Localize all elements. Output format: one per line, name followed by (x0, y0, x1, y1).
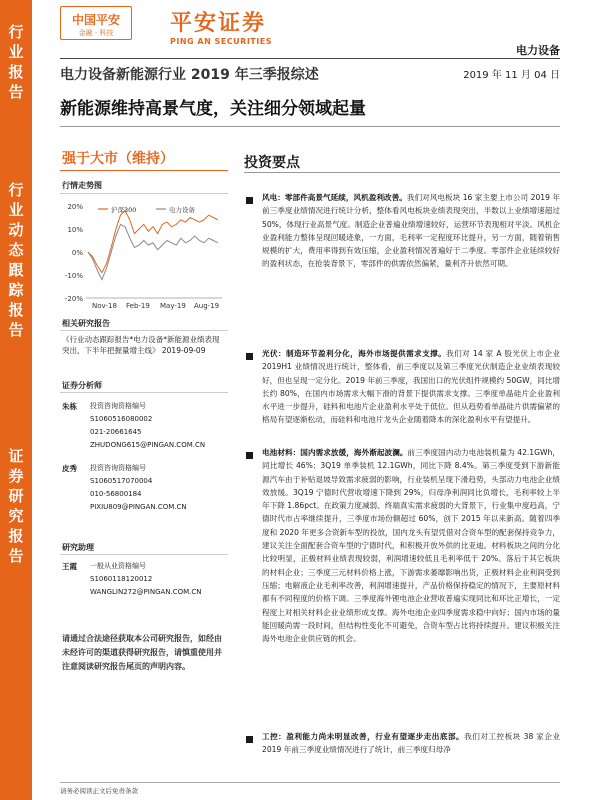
sidebar-char: 行 (8, 23, 24, 41)
paragraph-solar (262, 347, 560, 427)
logo-small-text: 中国平安 (71, 13, 120, 27)
paragraph-industrial-control (262, 730, 560, 757)
sidebar-label-dynamic-tracking (0, 180, 32, 340)
paragraph-body: 前三季度国内动力电池装机量为 42.1GWh，同比增长 46%；3Q19 单季装机 12.1GWh，同比下降 8.4%。第三季度受到下游新能源汽车由于补贴退坡导致需求疲弱的影响，行业装机呈现下滑趋势，头部动力电池企业绩效放缓。3Q19 宁德时代营收增速下降到 29%，归母净利润同比负增长，毛利率较上半年下降 1.86pct。在政策力度减弱、终端真实需求疲弱的大背景下，行业集中度趋高，宁德时代市占率继续提升，三季度市场份额超过 60%，创下 2015 年以来新高。随着四季度和 2020 年更多合资新车型的投放，国内龙头有望凭借对合资车型的配套保持竞争力，建议关注全面配套合资车型的宁德时代，和积极开放外供的比亚迪。材料板块之间的分化比较明显，正极材料业绩表现较弱，利润增速较低且毛利率低于 20%。落后于其它板块的材料企业；三季度三元材料价格上涨，下游需求萎靡影响出货，正极材料企业利润受到压缩；电解液企业毛利率改善，利润增速提升，产品价格保持稳定的情况下，主要原材料都有不同程度的价格下调。三季度海外锂电池企业营收普遍实现同比和环比正增长，一定程度上对相关材料企业业绩形成支撑。海外电池企业四季度需求稳中向好；国内市场的量能回暖尚需一段时间，但结构性变化不可避免，合资车型占比将持续提升。建议积极关注海外电池企业供应链的机会。 (262, 448, 561, 644)
market-trend-chart (60, 198, 228, 316)
sidebar-char: 动 (8, 221, 24, 239)
sidebar-char: 报 (8, 301, 24, 319)
analyst-role: 投资咨询资格编号 (90, 402, 146, 410)
x-tick-label: May-19 (160, 302, 186, 310)
sidebar-char: 业 (8, 201, 24, 219)
assistant-id: S1060118120012 (90, 575, 153, 583)
report-title: 电力设备新能源行业 2019 年三季报综述 (60, 67, 319, 83)
sidebar-char: 报 (8, 63, 24, 81)
key-points-title: 投资要点 (244, 155, 300, 171)
y-tick-label: -10% (64, 272, 83, 280)
assistant-divider (60, 554, 228, 555)
report-date: 2019 年 11 月 04 日 (463, 70, 560, 81)
y-tick-label: 10% (67, 226, 83, 234)
paragraph-body: 我们对工控板块 38 家企业 2019 年前三季度业绩情况进行了统计，前三季度归母净 (262, 732, 560, 755)
assistant-title: 研究助理 (62, 543, 94, 552)
chart-svg (60, 198, 228, 316)
pingan-securities-logo (170, 6, 280, 46)
report-subtitle: 新能源维持高景气度，关注细分领域起量 (60, 99, 366, 119)
paragraph-heading: 电池材料：国内需求放缓，海外渐起波澜。 (262, 448, 408, 457)
sidebar-char: 行 (8, 181, 24, 199)
series-line-1 (88, 224, 218, 279)
assistant-info (90, 560, 202, 599)
header-divider (60, 58, 560, 59)
analyst-info (90, 400, 205, 452)
sidebar-char: 踪 (8, 281, 24, 299)
analyst-name: 皮秀 (62, 464, 77, 473)
legend-label: 电力设备 (169, 206, 195, 214)
key-points-divider (244, 172, 560, 173)
footer-divider (60, 782, 560, 783)
sidebar-char: 态 (8, 241, 24, 259)
paragraph-body: 我们对风电板块 16 家主要上市公司 2019 年前三季度业绩情况进行统计分析，整体看风电板块业绩表现突出，半数以上业绩增速超过 50%，体现行业高景气度。制造企业普遍业绩增速较好，运营环节表现相对平淡。风机企业盈利能力整体呈现回暖迹象，一方面，毛利率一定程度环比提升，另一方面，随着销售规模的扩大，费用率得到有效压缩，企业盈利情况普遍好于二季度。零部件企业延续较好的盈利状态，在抢装背景下，零部件的供需依然偏紧，量利齐升依然可期。 (262, 193, 560, 269)
paragraph-wind (262, 191, 560, 271)
assistant-role: 一般从业资格编号 (90, 562, 146, 570)
analyst-name: 朱栋 (62, 402, 77, 411)
rating-divider (60, 170, 228, 171)
assistant-email[interactable]: WANGLIN272@PINGAN.COM.CN (90, 588, 202, 596)
y-tick-label: 20% (67, 203, 83, 211)
paragraph-heading: 工控：盈利能力尚未明显改善，行业有望逐步走出底部。 (262, 732, 465, 741)
left-band (0, 0, 32, 800)
sidebar-char: 证 (8, 447, 24, 465)
sidebar-char: 告 (8, 321, 24, 339)
y-tick-label: 0% (71, 249, 83, 257)
sidebar-char: 报 (8, 527, 24, 545)
analyst-role: 投资咨询资格编号 (90, 464, 146, 472)
analysts-title: 证券分析师 (62, 381, 102, 390)
logo-en-text: PING AN SECURITIES (170, 37, 272, 46)
related-report-text: 《行业动态跟踪报告*电力设备*新能源业绩表现突出，下半年把握量增主线》 2019-09-09 (62, 335, 220, 355)
analyst-1 (62, 400, 227, 470)
sidebar-char: 研 (8, 487, 24, 505)
analyst-id: S1060517070004 (90, 477, 153, 485)
sidebar-char: 究 (8, 507, 24, 525)
bullet-icon (246, 452, 253, 459)
x-tick-label: Aug-19 (194, 302, 220, 310)
research-assistant (62, 560, 227, 616)
paragraph-heading: 风电：零部件高景气延续，风机盈利改善。 (262, 193, 407, 202)
analyst-email[interactable]: PIXIU809@PINGAN.COM.CN (90, 503, 187, 511)
sidebar-char: 券 (8, 467, 24, 485)
sidebar-label-industry-report (0, 22, 32, 102)
analysts-divider (60, 392, 228, 393)
sidebar-char: 跟 (8, 261, 24, 279)
footer-disclaimer: 请务必阅读正文后免责条款 (60, 787, 138, 795)
bullet-icon (246, 353, 253, 360)
industry-label: 电力设备 (516, 44, 560, 57)
y-tick-label: -20% (64, 295, 83, 303)
analyst-id: S1060516080002 (90, 415, 153, 423)
sidebar-char: 告 (8, 547, 24, 565)
legend-label: 沪深300 (111, 206, 137, 214)
analyst-phone: 010-56800184 (90, 490, 142, 498)
sidebar-label-research-report (0, 446, 32, 566)
assistant-name: 王霞 (62, 562, 77, 571)
x-tick-label: Nov-18 (92, 302, 117, 310)
paragraph-body: 我们对 14 家 A 股光伏上市企业 2019H1 业绩情况进行统计，整体看，前三季度以及第三季度光伏制造企业业绩表现较好，但也呈现一定分化。2019 年前三季度，我国出口的光伏组件规模约 50GW，同比增长约 80%，在国内市场需求大幅下滑的背景下提供需求支撑。三季度单晶硅片企业盈利水平进一步提升，硅料和电池片企业盈利水平处于低位。但从趋势看单晶硅片供需偏紧的格局有望逐渐松动，而硅料和电池片龙头企业随着降本的深化盈利水平有望提升。 (262, 349, 561, 425)
bullet-icon (246, 736, 253, 743)
sidebar-char: 告 (8, 83, 24, 101)
logo-small-subtext: 金融 · 科技 (78, 29, 114, 37)
analyst-phone: 021-20661645 (90, 428, 142, 436)
left-disclaimer: 请通过合法途径获取本公司研究报告，如经由未经许可的渠道获得研究报告，请慎重使用并注意阅读研究报告尾页的声明内容。 (62, 634, 222, 671)
x-tick-label: Feb-19 (126, 302, 150, 310)
related-divider (60, 330, 228, 331)
analyst-info (90, 462, 187, 514)
logo-cn-text: 平安证券 (170, 11, 267, 36)
related-research-title: 相关研究报告 (62, 319, 110, 328)
chart-title: 行情走势图 (62, 181, 102, 190)
sidebar-char: 业 (8, 43, 24, 61)
paragraph-heading: 光伏：制造环节盈利分化，海外市场提供需求支撑。 (262, 349, 447, 358)
title-divider (60, 126, 560, 127)
analyst-email[interactable]: ZHUDONG615@PINGAN.COM.CN (90, 441, 206, 449)
analyst-2 (62, 462, 227, 532)
pingan-group-logo (60, 6, 132, 40)
bullet-icon (246, 197, 253, 204)
rating-label: 强于大市（维持） (62, 151, 174, 167)
chart-title-divider (60, 193, 228, 194)
paragraph-battery (262, 446, 560, 645)
